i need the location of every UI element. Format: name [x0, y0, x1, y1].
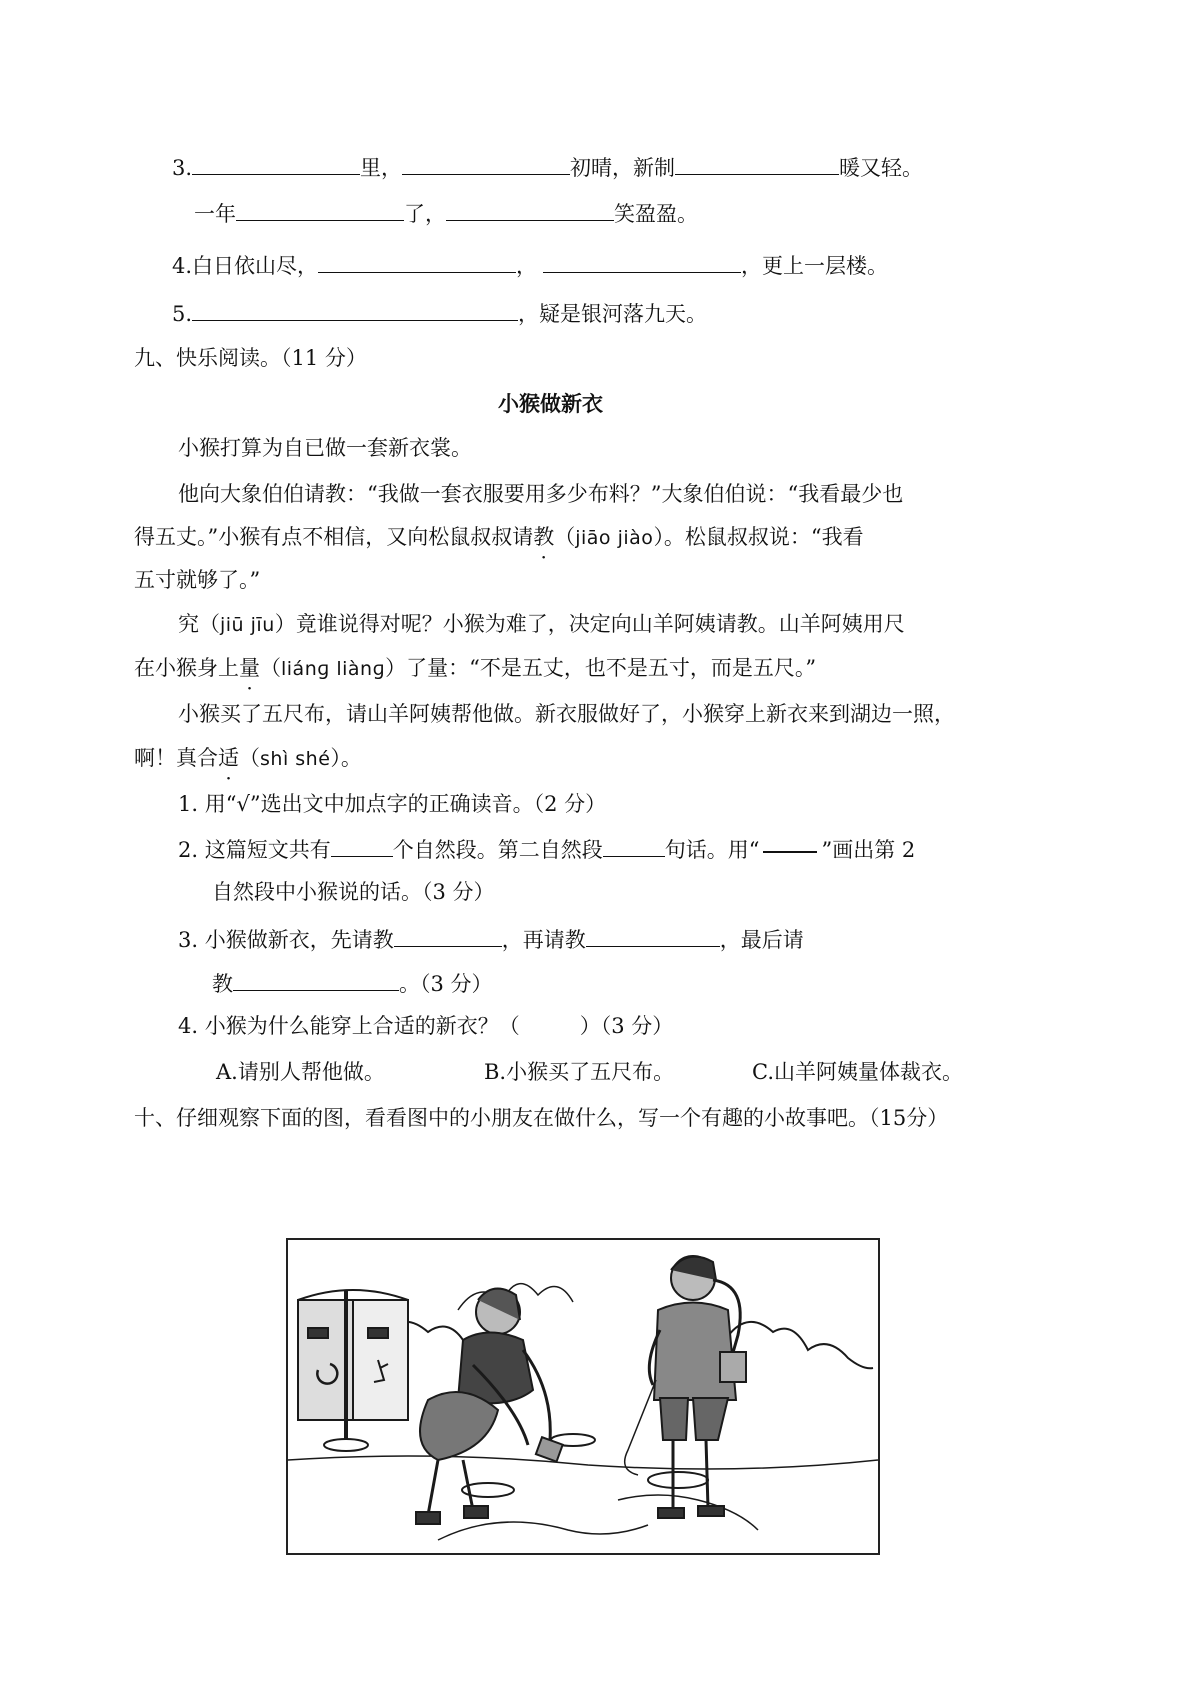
pinyin-choices[interactable]: liánɡ liànɡ	[281, 658, 386, 680]
story-paragraph-1: 小猴打算为自已做一套新衣裳。	[178, 436, 472, 460]
q-text: ，再请教	[501, 928, 586, 952]
q-text: ”画出第 2	[821, 838, 916, 862]
option-b[interactable]: B.小猴买了五尺布。	[484, 1060, 675, 1084]
pinyin-choices[interactable]: jiāo jiào	[575, 527, 654, 549]
question-4	[178, 1012, 673, 1040]
story-text: （	[239, 746, 260, 770]
answer-blank[interactable]	[318, 250, 516, 273]
q-text: 4. 小猴为什么能穿上合适的新衣？（	[178, 1014, 520, 1038]
question-3-line1	[178, 924, 804, 954]
q-text: 。（3 分）	[399, 972, 493, 996]
answer-blank[interactable]	[192, 298, 518, 321]
answer-blank[interactable]	[603, 834, 665, 857]
answer-blank[interactable]	[331, 834, 393, 857]
q-text: ）（3 分）	[579, 1014, 674, 1038]
section-9-heading: 九、快乐阅读。（11 分）	[134, 346, 367, 370]
story-text: ）。	[330, 746, 362, 770]
story-paragraph-2-line3: 五寸就够了。”	[134, 568, 261, 592]
story-paragraph-3-line1	[178, 610, 905, 639]
story-paragraph-4-line1: 小猴买了五尺布，请山羊阿姨帮他做。新衣服做好了，小猴穿上新衣来到湖边一照，	[178, 702, 955, 726]
q4-text: 4.白日依山尽，	[172, 254, 319, 278]
option-a[interactable]: A.请别人帮他做。	[216, 1060, 385, 1084]
option-c[interactable]: C.山羊阿姨量体裁衣。	[752, 1060, 963, 1084]
q-text: 2. 这篇短文共有	[178, 838, 331, 862]
dotted-char: 量	[239, 656, 260, 680]
q4-text: ，更上一层楼。	[741, 254, 889, 278]
story-paragraph-2-line2	[134, 523, 864, 552]
story-text: 啊！真合	[134, 746, 218, 770]
underline-symbol	[763, 851, 817, 853]
fill-q5-line	[172, 298, 707, 328]
question-2-line2: 自然段中小猴说的话。（3 分）	[212, 880, 495, 904]
q-text: 教	[212, 972, 233, 996]
question-2-line1	[178, 834, 915, 864]
q-text: 个自然段。第二自然段	[392, 838, 603, 862]
q5-text: ，疑是银河落九天。	[518, 302, 708, 326]
story-text: ）竟谁说得对呢？小猴为难了，决定向山羊阿姨请教。山羊阿姨用尺	[274, 612, 905, 636]
q3-text: 了，	[404, 202, 446, 226]
dotted-char: 教	[533, 525, 555, 549]
answer-blank[interactable]	[394, 924, 502, 947]
answer-blank[interactable]	[402, 152, 570, 175]
dotted-char: 适	[218, 746, 239, 770]
story-title: 小猴做新衣	[498, 392, 603, 416]
q3-text: 初晴，新制	[570, 156, 676, 180]
q4-text: ，	[516, 254, 538, 278]
q-text: ，最后请	[719, 928, 804, 952]
q3-text: 暖又轻。	[839, 156, 924, 180]
q3-text: 笑盈盈。	[614, 202, 698, 226]
pinyin-choices[interactable]: shì shé	[260, 748, 331, 770]
story-paragraph-2-line1: 他向大象伯伯请教：“我做一套衣服要用多少布料？”大象伯伯说：“我看最少也	[178, 482, 904, 506]
q3-number: 3.	[172, 156, 193, 180]
pinyin-choices[interactable]: jiū jīu	[220, 614, 275, 636]
illustration-svg	[288, 1240, 878, 1553]
question-3-line2	[212, 968, 493, 998]
q5-text: 5.	[172, 302, 193, 326]
fill-q3-line2	[194, 198, 698, 228]
answer-blank[interactable]	[586, 924, 720, 947]
story-text: ）。松鼠叔叔说：“我看	[653, 525, 864, 549]
story-text: 究（	[178, 612, 220, 636]
answer-blank[interactable]	[675, 152, 839, 175]
q-text: 句话。用“	[664, 838, 760, 862]
fill-q4-line	[172, 250, 888, 280]
answer-blank[interactable]	[543, 250, 741, 273]
answer-blank[interactable]	[236, 198, 404, 221]
q3-text: 一年	[194, 202, 236, 226]
children-picking-up-litter-illustration	[286, 1238, 880, 1555]
story-text: （	[260, 656, 281, 680]
fill-q3-line1	[172, 152, 923, 182]
q-text: 3. 小猴做新衣，先请教	[178, 928, 394, 952]
story-text: 得五丈。”小猴有点不相信，又向松鼠叔叔请	[134, 525, 534, 549]
answer-blank[interactable]	[233, 968, 399, 991]
story-text: （	[554, 525, 576, 549]
section-10-heading: 十、仔细观察下面的图，看看图中的小朋友在做什么，写一个有趣的小故事吧。（15分）	[134, 1106, 949, 1130]
q3-text: 里，	[360, 156, 403, 180]
story-paragraph-3-line2	[134, 654, 816, 683]
story-paragraph-4-line2	[134, 744, 362, 773]
story-text: 在小猴身上	[134, 656, 239, 680]
answer-blank[interactable]	[192, 152, 360, 175]
answer-blank[interactable]	[446, 198, 614, 221]
question-1: 1. 用“√”选出文中加点字的正确读音。（2 分）	[178, 792, 607, 816]
story-text: ）了量：“不是五丈，也不是五寸，而是五尺。”	[385, 656, 817, 680]
